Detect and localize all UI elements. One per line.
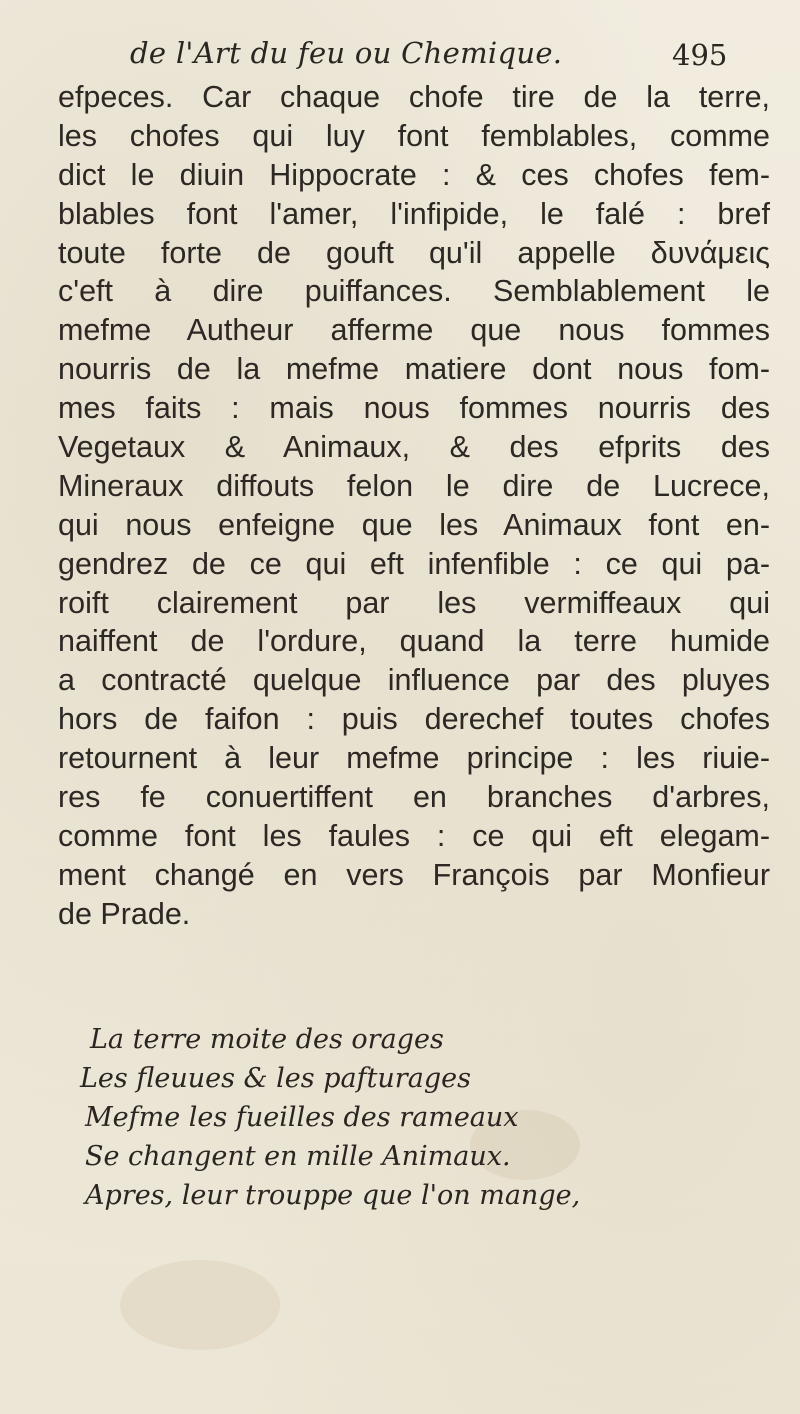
verse-line: La terre moite des orages: [90, 1024, 444, 1055]
text-line: nourris de la mefme matiere dont nous fom-: [58, 352, 770, 387]
text-line: qui nous enfeigne que les Animaux font en-: [58, 507, 770, 542]
text-line: mes faits : mais nous fommes nourris des: [58, 391, 770, 426]
text-line: gendrez de ce qui eft infenfible : ce qui pa-: [58, 546, 770, 581]
verse-quotation: [60, 1020, 760, 1215]
text-line: Vegetaux & Animaux, & des efprits des: [58, 430, 770, 465]
text-line: efpeces. Car chaque chofe tire de la terre,: [58, 80, 770, 114]
text-line: les chofes qui luy font femblables, comme: [58, 118, 770, 153]
text-line: roift clairement par les vermiffeaux qui: [58, 585, 770, 620]
text-line: toute forte de gouft qu'il appelle δυνάμεις: [58, 235, 770, 270]
text-line: hors de faifon : puis derechef toutes chofes: [58, 702, 770, 737]
paper-stain: [120, 1260, 280, 1350]
text-line: mefme Autheur afferme que nous fommes: [58, 313, 770, 348]
page-number: 495: [672, 38, 728, 72]
text-line: blables font l'amer, l'infipide, le falé : bref: [58, 196, 770, 231]
verse-line: Apres, leur trouppe que l'on mange,: [85, 1180, 581, 1211]
text-line: de Prade.: [58, 896, 191, 931]
verse-line: Les fleuues & les pafturages: [80, 1063, 471, 1094]
running-title: de l'Art du feu ou Chemique.: [130, 36, 563, 70]
text-line: Mineraux diffouts felon le dire de Lucrece,: [58, 468, 770, 503]
text-line: a contracté quelque influence par des pluyes: [58, 663, 770, 698]
text-line: comme font les faules : ce qui eft elegam-: [58, 818, 770, 853]
running-head: [60, 36, 770, 82]
text-line: res fe conuertiffent en branches d'arbres,: [58, 780, 770, 815]
text-line: ment changé en vers François par Monfieur: [58, 857, 770, 892]
body-text: [58, 78, 770, 934]
text-line: dict le diuin Hippocrate : & ces chofes fem-: [58, 157, 770, 192]
text-line: c'eft à dire puiffances. Semblablement le: [58, 274, 770, 309]
verse-line: Mefme les fueilles des rameaux: [85, 1102, 519, 1133]
text-line: naiffent de l'ordure, quand la terre humide: [58, 624, 770, 659]
text-line: retournent à leur mefme principe : les riuie-: [58, 741, 770, 776]
verse-line: Se changent en mille Animaux.: [85, 1141, 511, 1172]
